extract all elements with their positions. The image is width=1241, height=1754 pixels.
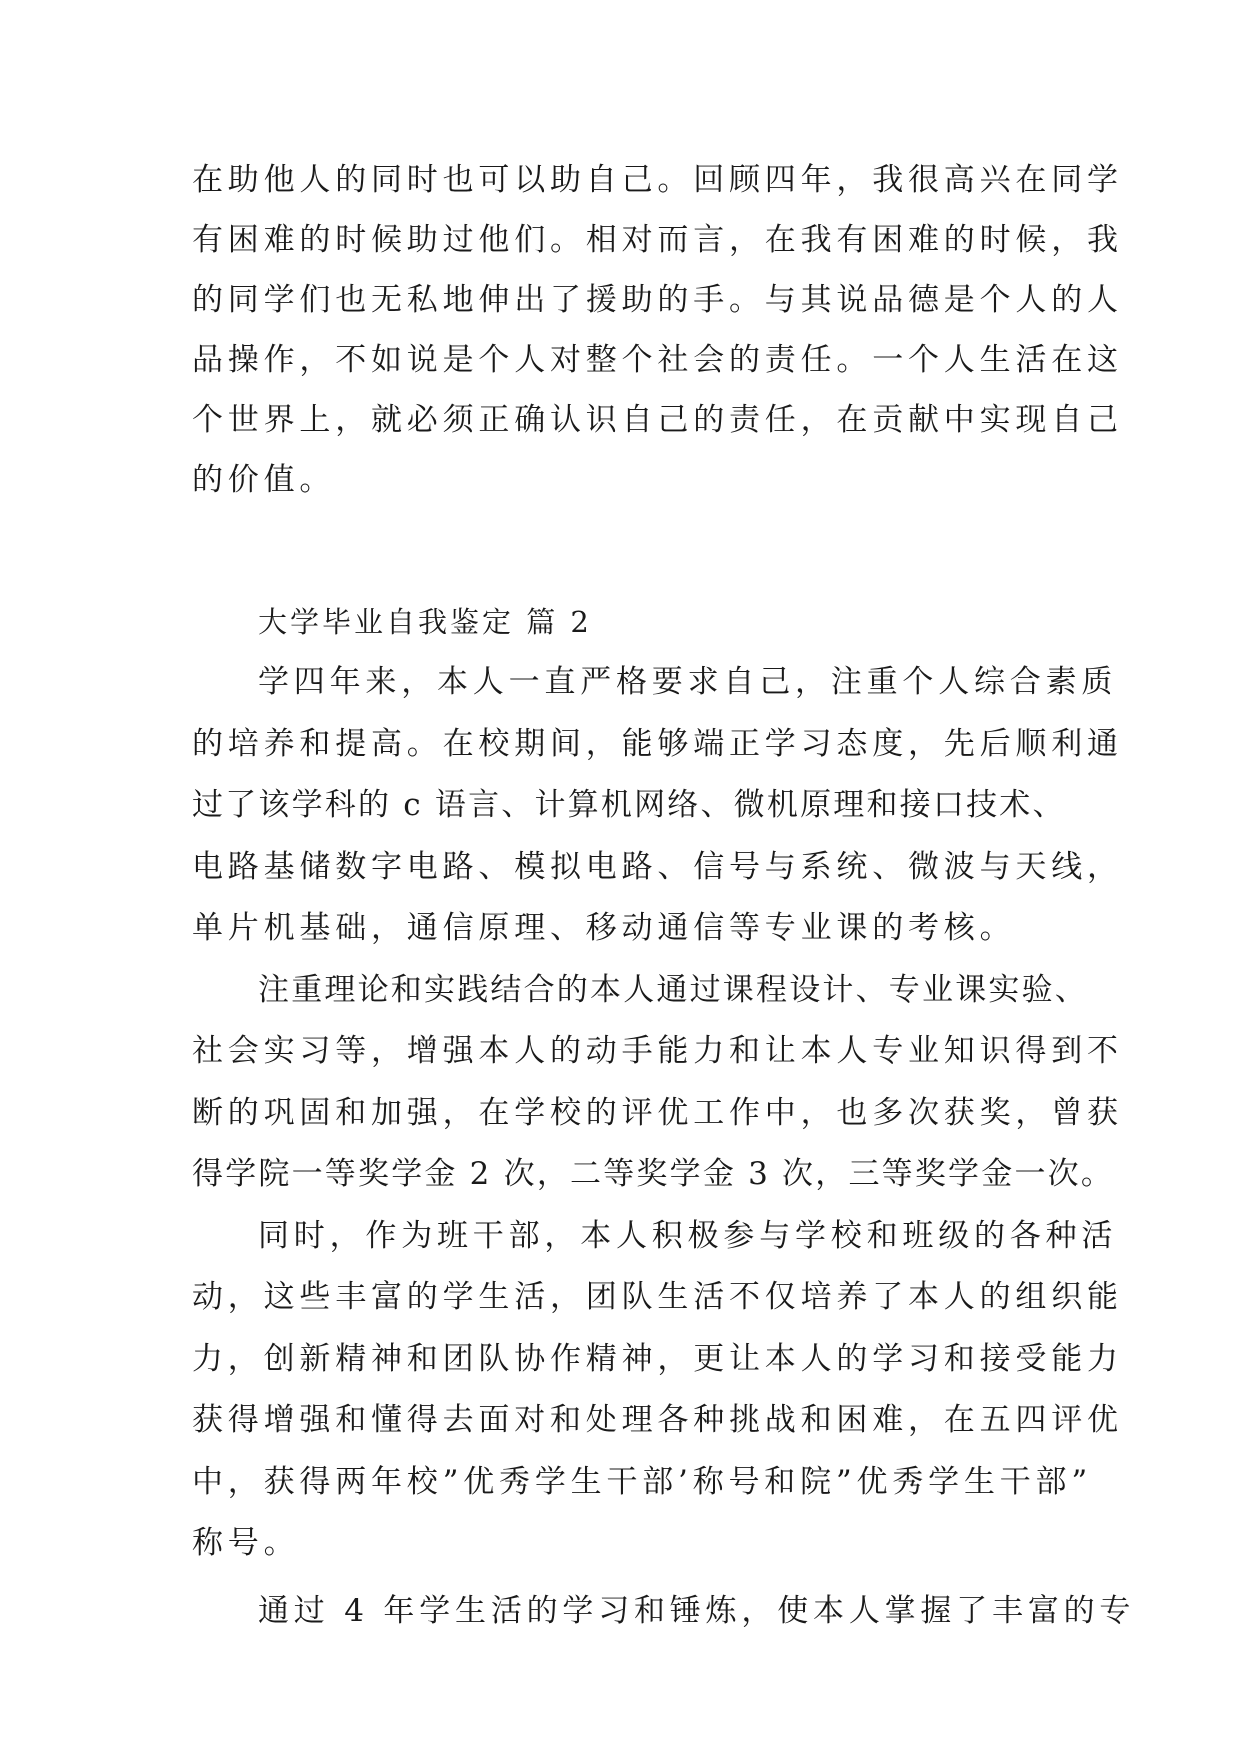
text-line: 学四年来，本人一直严格要求自己，注重个人综合素质: [258, 664, 1118, 700]
text-line: 断的巩固和加强，在学校的评优工作中，也多次获奖，曾获: [192, 1094, 1123, 1131]
paragraph-4: [192, 1581, 1136, 1643]
text-line: 获得增强和懂得去面对和处理各种挑战和困难，在五四评优: [192, 1402, 1123, 1438]
text-line: 力，创新精神和团队协作精神，更让本人的学习和接受能力: [192, 1340, 1123, 1377]
text-line: 动，这些丰富的学生活，团队生活不仅培养了本人的组织能: [192, 1279, 1123, 1315]
section-title: 大学毕业自我鉴定 篇 2: [258, 605, 592, 639]
continuation-paragraph: [192, 150, 1123, 510]
text-line: 电路基储数字电路、模拟电路、信号与系统、微波与天线，: [192, 848, 1123, 885]
text-line: 注重理论和实践结合的本人通过课程设计、专业课实验、: [258, 971, 1088, 1008]
section-gap: [192, 510, 1052, 592]
text-line: 单片机基础，通信原理、移动通信等专业课的考核。: [192, 910, 1016, 946]
paragraph-1: [192, 652, 1123, 960]
text-line: 中，获得两年校”优秀学生干部’称号和院”优秀学生干部”: [192, 1463, 1092, 1500]
text-line: 品操作，不如说是个人对整个社会的责任。一个人生活在这: [192, 342, 1123, 378]
document-page: [192, 150, 1136, 1642]
text-line: 称号。: [192, 1525, 300, 1561]
text-line: 的培养和提高。在校期间，能够端正学习态度，先后顺利通: [192, 725, 1123, 762]
text-line: 得学院一等奖学金 2 次，二等奖学金 3 次，三等奖学金一次。: [192, 1156, 1115, 1192]
text-line: 社会实习等，增强本人的动手能力和让本人专业知识得到不: [192, 1033, 1123, 1069]
text-line: 同时，作为班干部，本人积极参与学校和班级的各种活: [258, 1217, 1118, 1254]
text-line: 在助他人的同时也可以助自己。回顾四年，我很高兴在同学: [192, 162, 1123, 198]
paragraph-2: [192, 960, 1123, 1206]
text-line: 个世界上，就必须正确认识自己的责任，在贡献中实现自己: [192, 402, 1123, 438]
text-line: 有困难的时候助过他们。相对而言，在我有困难的时候，我: [192, 222, 1123, 258]
text-line: 通过 4 年学生活的学习和锤炼，使本人掌握了丰富的专: [258, 1592, 1136, 1629]
text-line: 过了该学科的 c 语言、计算机网络、微机原理和接口技术、: [192, 787, 1066, 823]
text-line: 的同学们也无私地伸出了援助的手。与其说品德是个人的人: [192, 282, 1123, 318]
text-line: 的价值。: [192, 462, 336, 498]
paragraph-3: [192, 1206, 1123, 1575]
